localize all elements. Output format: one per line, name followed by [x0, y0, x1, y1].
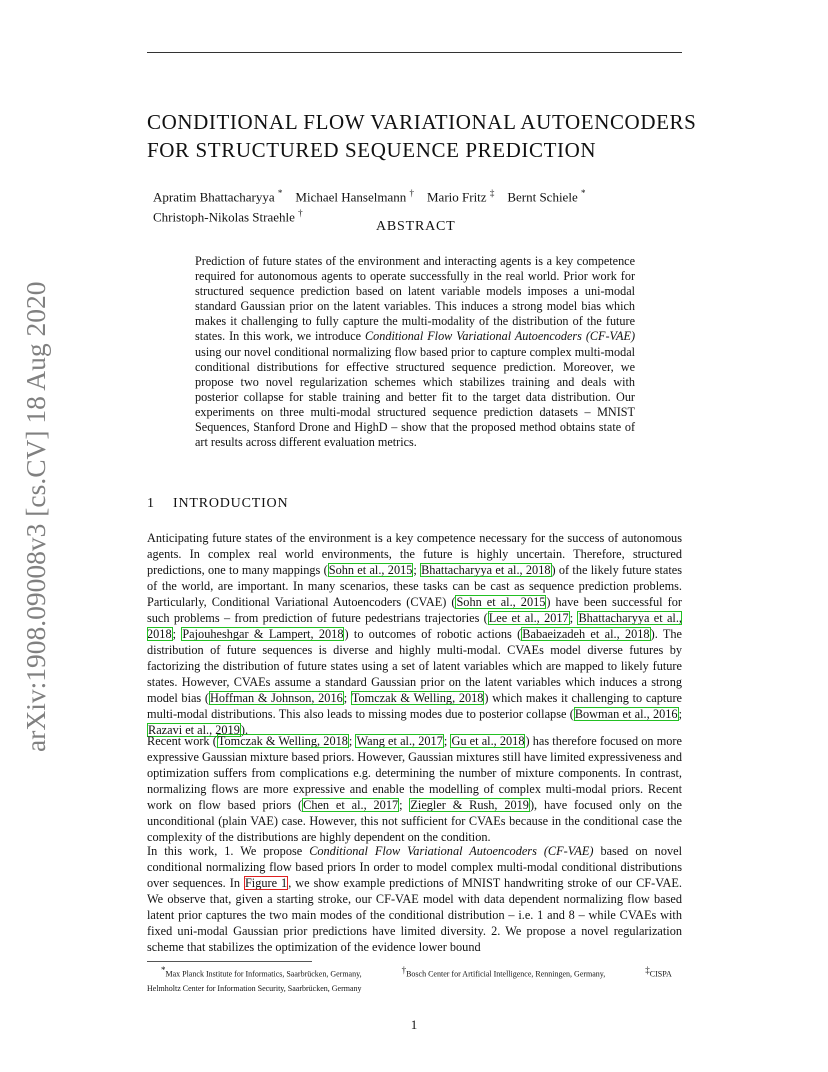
citation-link[interactable]: Sohn et al., 2015: [456, 595, 546, 609]
footnote-mark: †: [401, 965, 407, 975]
footnote-affiliation: CISPA Helmholtz Center for Information Security, Saarbrücken, Germany: [147, 969, 672, 993]
section-number: 1: [147, 496, 154, 511]
author-name: Apratim Bhattacharyya: [153, 189, 275, 205]
citation-link[interactable]: Gu et al., 2018: [451, 734, 525, 748]
separator: ;: [443, 734, 451, 748]
abstract-segment: Prediction of future states of the environment and interacting agents is a key competence required for autonomous agents to operate successfully in the real world. Prior work for structured sequence prediction based on latent variable models imposes a uni-modal standard Gaussian prior on the latent variables. This induces a strong model bias which makes it challenging to fully capture the multi-modality of the distribution of the future states. In this work, we introduce: [195, 254, 635, 344]
footnote-affiliation: Max Planck Institute for Informatics, Saarbrücken, Germany,: [165, 969, 362, 979]
text-segment: ) has therefore focused on more expressive Gaussian mixture based priors. However, Gaussian mixtures still have limited expressiveness and optimization suffers from complications e.g. determining the number of mixture components. In contrast, normalizing flows are more expressive and enable the modelling of complex multi-modal priors. Recent work on flow based priors (: [147, 734, 682, 812]
separator: ;: [678, 707, 682, 721]
citation-link[interactable]: Bhattacharyya et al., 2018: [421, 563, 551, 577]
citation-link[interactable]: Bhattacharyya et al., 2018: [147, 611, 682, 641]
citation-link[interactable]: Hoffman & Johnson, 2016: [210, 691, 343, 705]
affiliation-mark: †: [298, 208, 303, 219]
author-name: Mario Fritz: [426, 189, 487, 205]
intro-paragraph-2: [147, 733, 682, 845]
separator: ;: [348, 734, 356, 748]
text-segment: , we show example predictions of MNIST handwriting stroke of our CF-VAE. We observe that, given a starting stroke, our CF-VAE model with data dependent normalizing flow based latent prior captures the two main modes of the conditional distribution – i.e. 1 and 8 – while CVAEs with fixed uni-modal Gaussian prior predictions have limited diversity. 2. We propose a novel regularization scheme that stabilizes the optimization of the evidence lower bound: [147, 876, 682, 954]
text-segment: based on novel conditional normalizing flow based priors In order to model complex multi-modal conditional distributions over sequences. In: [147, 844, 682, 890]
citation-link[interactable]: Lee et al., 2017: [488, 611, 569, 625]
footnote-mark: ‡: [645, 965, 650, 975]
citation-link[interactable]: Bowman et al., 2016: [574, 707, 678, 721]
citation-link[interactable]: Razavi et al., 2019: [148, 723, 240, 737]
text-segment: In this work, 1. We propose: [147, 844, 310, 858]
citation-link[interactable]: Pajouheshgar & Lampert, 2018: [182, 627, 344, 641]
paper-title: CONDITIONAL FLOW VARIATIONAL AUTOENCODERS FOR STRUCTURED SEQUENCE PREDICTION: [147, 110, 697, 162]
author-name: Michael Hanselmann: [295, 189, 407, 205]
separator: ;: [569, 611, 578, 625]
text-segment: ), have focused only on the unconditional (plain VAE) case. However, this not sufficient for CVAEs because in the conditional case the complexity of the distributions are highly dependent on the condition.: [147, 798, 682, 844]
author-name: Bernt Schiele: [507, 189, 578, 205]
abstract-segment: using our novel conditional normalizing flow based prior to capture complex multi-modal conditional distributions for effective structured sequence prediction. Moreover, we propose two novel regularization schemes which stabilizes training and deals with posterior collapse for stable training and better fit to the target data distribution. Our experiments on three multi-modal structured sequence prediction datasets – MNIST Sequences, Stanford Drone and HighD – show that the proposed method obtains state of art results across different evaluation metrics.: [195, 344, 635, 450]
section-title: INTRODUCTION: [173, 496, 289, 511]
text-segment: Recent work (: [147, 734, 217, 748]
text-segment: ). The distribution of future sequences is diverse and highly multi-modal. CVAEs model diverse futures by factorizing the distribution of future states using a set of latent variables which are mapped to likely future states. However, CVAEs assume a standard Gaussian prior on the latent variables which induces a strong model bias (: [147, 627, 682, 705]
figure-reference-link[interactable]: Figure 1: [244, 876, 288, 890]
affiliation-mark: *: [277, 188, 283, 198]
citation-link[interactable]: Tomczak & Welling, 2018: [217, 734, 348, 748]
footnote-rule: [147, 961, 312, 962]
separator: ;: [413, 563, 421, 577]
affiliation-mark: ‡: [489, 188, 495, 198]
separator: ;: [399, 798, 410, 812]
top-rule: [147, 52, 682, 53]
footnotes: [147, 963, 687, 996]
text-segment: ).: [240, 723, 249, 737]
italic-term: Conditional Flow Variational Autoencoders (CF-VAE): [309, 844, 594, 858]
page-number: 1: [410, 1017, 418, 1032]
citation-link[interactable]: Sohn et al., 2015: [328, 563, 413, 577]
citation-link[interactable]: Ziegler & Rush, 2019: [410, 798, 529, 812]
arxiv-identifier: arXiv:1908.09008v3 [cs.CV] 18 Aug 2020: [20, 281, 51, 752]
citation-link[interactable]: Wang et al., 2017: [356, 734, 443, 748]
intro-paragraph-1: [147, 530, 682, 738]
footnote-affiliation: Bosch Center for Artificial Intelligence, Renningen, Germany,: [406, 969, 606, 979]
abstract-text: [195, 254, 635, 450]
text-segment: ) have been successful for such problems – from prediction of future pedestrians trajectories (: [147, 595, 682, 625]
separator: ;: [172, 627, 182, 641]
text-segment: ) of the likely future states of the world, are important. In many scenarios, these tasks can be cast as sequence prediction problems. Particularly, Conditional Variational Autoencoders (CVAE) (: [147, 563, 683, 609]
affiliation-mark: †: [409, 188, 414, 198]
separator: ;: [343, 691, 351, 705]
intro-paragraph-3: [147, 843, 682, 955]
abstract-italic-term: Conditional Flow Variational Autoencoders (CF-VAE): [365, 329, 636, 344]
text-segment: ) to outcomes of robotic actions (: [344, 627, 522, 641]
text-segment: Anticipating future states of the environment is a key competence necessary for the success of autonomous agents. In complex real world environments, the future is highly uncertain. Therefore, structured predictions, one to many mappings (: [147, 531, 682, 577]
abstract-heading: ABSTRACT: [376, 219, 456, 234]
affiliation-mark: *: [580, 188, 586, 198]
footnote-mark: *: [161, 965, 166, 975]
citation-link[interactable]: Babaeizadeh et al., 2018: [522, 627, 650, 641]
citation-link[interactable]: Chen et al., 2017: [303, 798, 399, 812]
text-segment: ) which makes it challenging to capture multi-modal distributions. This also leads to missing modes due to posterior collapse (: [147, 691, 682, 721]
citation-link[interactable]: Tomczak & Welling, 2018: [351, 691, 484, 705]
author-name: Christoph-Nikolas Straehle: [153, 209, 295, 225]
